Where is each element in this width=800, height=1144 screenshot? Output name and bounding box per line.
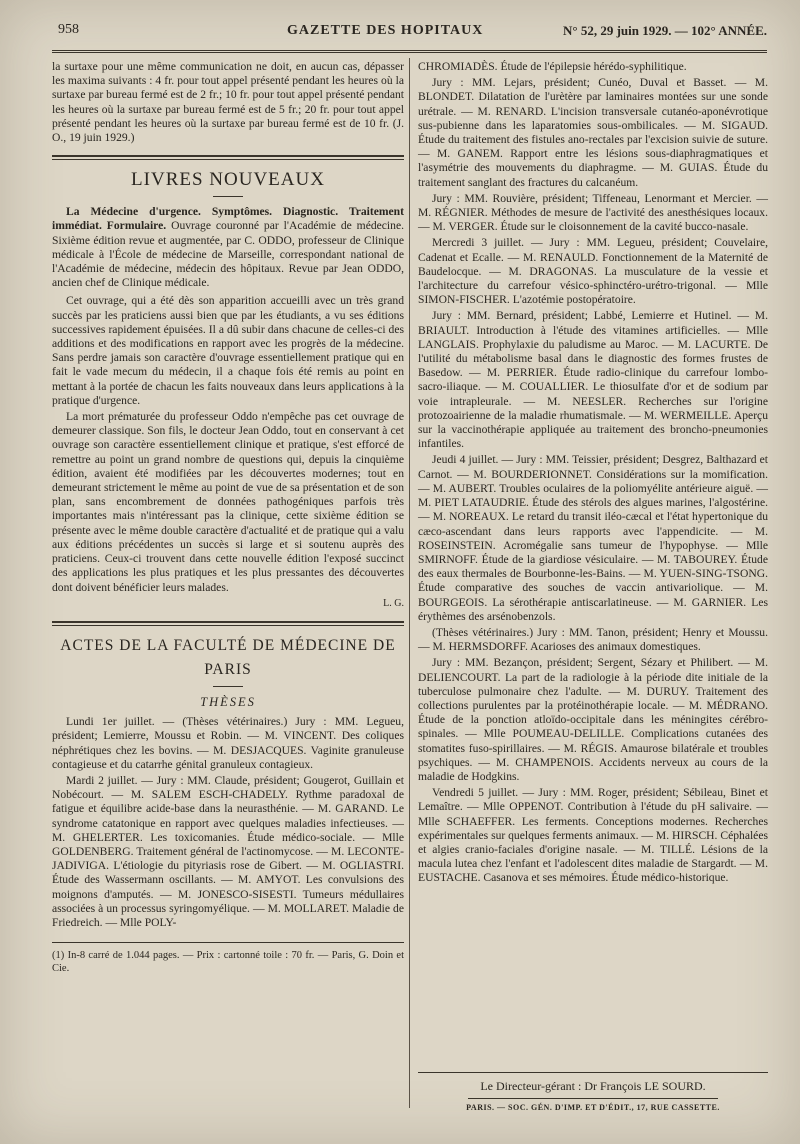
left-column <box>52 60 404 975</box>
jury-lejars: Jury : MM. Lejars, président; Cunéo, Duval et Basset. — M. BLONDET. Dilatation de l'urètère par laminaires montées sur une sonde urétrale. — M. RENARD. L'incision transversale cutanéo-aponévrotique sus-pubienne dans les laparatomies sous-ombilicales. — M. SIGAUD. Étude du traitement des fistules ano-rectales par l'excision suivie de suture. — M. GANEM. Rapport entre les lésions sous-diaphragmatiques et l'asymétrie des mouvements du diaphragme. — M. GUIAS. Étude du traitement sanglant des fractures du calcanéum. <box>418 76 768 189</box>
jury-rouviere: Jury : MM. Rouvière, président; Tiffeneau, Lenormant et Mercier. — M. RÉGNIER. Méthodes de mesure de l'activité des anesthésiques locaux. — M. VERGER. Étude sur le cloisonnement de la cavité bucco-nasale. <box>418 191 768 234</box>
theses-subheading: THÈSES <box>200 694 256 709</box>
veterinary-theses: (Thèses vétérinaires.) Jury : MM. Tanon, président; Henry et Moussu. — M. HERMSDORFF. Acarioses des animaux domestiques. <box>418 625 768 654</box>
book-details: Ouvrage couronné par l'Académie de médecine. Sixième édition revue et augmentée, par C. ODDO, professeur de Clinique médicale à l'École de médecine de Marseille, correspondant national de l'Académie de médecine, médecin des hôpitaux. Revue par Jean ODDO, ancien chef de Clinique médicale. <box>52 219 404 290</box>
thesis-monday: Lundi 1er juillet. — (Thèses vétérinaires.) Jury : MM. Legueu, président; Lemierre, Moussu et Robin. — M. VINCENT. Des coliques néphrétiques chez les bovins. — M. DESJACQUES. Vaginite granuleuse contagieuse et du catarrhe génital granuleux contagieux. <box>52 715 404 771</box>
book-entry <box>52 205 404 290</box>
section-divider <box>52 155 404 160</box>
section-divider <box>52 621 404 626</box>
review-paragraph-2: La mort prématurée du professeur Oddo n'empêche pas cet ouvrage de demeurer classique. Son fils, le docteur Jean Oddo, tout en conservant à cet ouvrage son caractère essentiellement clinique et pratique, s'est efforcé de remettre au point un grand nombre de questions qui, depuis la cinquième édition, avaient été modifiées par les découvertes modernes; tout en demeurant strictement le même au point de vue de sa présentation et de son plan, sans encombrement de données pathogéniques parfois très importantes mais n'intéressant pas la clinique, cette sixième édition se présente avec le même double caractère d'actualité et de pratique qui a valu aux éditions précédentes un succès si large et si soutenu auprès des praticiens. Ceux-ci trouvent dans cette nouvelle édition l'exposé succinct des applications les plus pratiques et les plus pressantes des découvertes dont doivent bénéficier leurs malades. <box>52 410 404 594</box>
footnote: (1) In-8 carré de 1.044 pages. — Prix : cartonné toile : 70 fr. — Paris, G. Doin et Cie. <box>52 942 404 975</box>
journal-title: GAZETTE DES HOPITAUX <box>287 23 484 38</box>
books-section-title: LIVRES NOUVEAUX <box>131 169 325 191</box>
review-signature: L. G. <box>383 597 404 609</box>
jury-bezancon: Jury : MM. Bezançon, président; Sergent, Sézary et Philibert. — M. DELIENCOURT. La part de la radiologie à la période dite initiale de la tuberculose pulmonaire chez l'adulte. — M. DURUY. Traitement des collections purulentes par la protéinothérapie locale. — M. MÉDRANO. Étude de la ponction atloïdo-occipitale dans les méningites cérébro-spinales. — Mlle POUMEAU-DELILLE. Complications cutanées des stomatites fuso-spirillaires. — M. RÉGIS. Amaurose bilatérale et troubles psychiques. — M. CHAMPENOIS. Accidents nerveux au cours de la maladie de Hodgkins. <box>418 656 768 783</box>
page-footer <box>418 1072 768 1112</box>
printer-line: PARIS. — SOC. GÉN. D'IMP. ET D'ÉDIT., 17, RUE CASSETTE. <box>466 1103 720 1112</box>
title-underline <box>213 196 243 197</box>
footer-divider <box>468 1098 718 1099</box>
jury-bernard: Jury : MM. Bernard, président; Labbé, Lemierre et Hutinel. — M. BRIAULT. Introduction à l'étude des vitamines artificielles. — Mlle LANGLAIS. Prophylaxie du paludisme au Maroc. — M. LACURTE. De l'utilité du métabolisme basal dans le diagnostic des formes frustes de Basedow. — M. PERRIER. Étude radio-clinique du carrefour lombo-sacro-iliaque. — M. COUALLIER. Le thiosulfate d'or et de sodium par voie intrapleurale. — M. NEESLER. Recherches sur l'origine protozoairienne de la maladie rhumatismale. — M. WERMEILLE. Aperçu sur la vaccinothérapie appliquée au traitement des broncho-pneumonies infantiles. <box>418 309 768 451</box>
page-header <box>52 20 767 53</box>
acts-section-title: ACTES DE LA FACULTÉ DE MÉDECINE DE PARIS <box>60 636 396 678</box>
editor-line: Le Directeur-gérant : Dr François LE SOURD. <box>480 1079 706 1093</box>
title-underline <box>213 686 243 687</box>
review-paragraph-1: Cet ouvrage, qui a été dès son apparition accueilli avec un très grand succès par les praticiens aussi bien que par les étudiants, a vu ses éditions successives rapidement épuisées. Il a dû subir dans chacune de celles-ci des additions et des modifications en rapport avec les progrès de la médecine. Sans perdre jamais son caractère d'ouvrage essentiellement pratique qui en fait le vade mecum du médecin, il a chaque fois été remis au point en mettant à la portée de chacun les faits nouveaux dans leurs applications à la pratique d'urgence. <box>52 294 404 407</box>
issue-info: N° 52, 29 juin 1929. — 102° ANNÉE. <box>563 23 767 38</box>
thesis-continued: CHROMIADÈS. Étude de l'épilepsie hérédo-syphilitique. <box>418 60 687 73</box>
book-title: La Médecine d'urgence. Symptômes. Diagnostic. Traitement immédiat. Formulaire. <box>52 205 404 233</box>
right-column <box>418 60 768 888</box>
intro-paragraph: la surtaxe pour une même communication ne doit, en aucun cas, dépasser les maxima suivants : 4 fr. pour tout appel présenté pendant les heures où la surtaxe par bureau fermé est de 2 fr.; 10 fr. pour tout appel présenté pendant les heures où la surtaxe par bureau fermé est de 5 fr.; 20 fr. pour tout appel présenté pendant les heures où la surtaxe par bureau fermé est de 10 fr. (J. O., 19 juin 1929.) <box>52 60 404 145</box>
thesis-friday: Vendredi 5 juillet. — Jury : MM. Roger, président; Sébileau, Binet et Lemaître. — Mlle OPPENOT. Contribution à l'étude du pH salivaire. — Mlle SCHAEFFER. Les ferments. Conceptions modernes. Recherches expérimentales sur quelques ferments animaux. — M. HIRSCH. Céphalées et algies cranio-faciales d'origine nasale. — M. TILLÉ. Lésions de la macula lutea chez l'enfant et l'adolescent dites maladie de Stargardt. — M. EUSTACHE. Casanova et ses mémoires. Étude médico-historique. <box>418 786 768 885</box>
thesis-tuesday: Mardi 2 juillet. — Jury : MM. Claude, président; Gougerot, Guillain et Nobécourt. — M. SALEM ESCH-CHADELY. Rythme paradoxal de fatigue et équilibre acide-base dans la neurasthénie. — M. GARAND. Le syndrome catatonique en rapport avec quelques maladies infectieuses. — M. GHELERTER. Les toxicomanies. Étude médico-sociale. — Mlle GOLDENBERG. Traitement général de l'actinomycose. — M. LECONTE-JADIVIGA. L'étiologie du pityriasis rose de Gibert. — M. OGLIASTRI. Étude des Wassermann oscillants. — M. AMYOT. Les convulsions des moignons d'amputés. — M. JONESCO-SISESTI. Tumeurs médullaires associées à un processus syringomyélique. — M. MOLLARET. Maladie de Friedreich. — Mlle POLY- <box>52 773 404 929</box>
page-number: 958 <box>58 22 79 37</box>
column-divider <box>409 58 410 1108</box>
thesis-thursday: Jeudi 4 juillet. — Jury : MM. Teissier, président; Desgrez, Balthazard et Carnot. — M. BOURDERIONNET. Considérations sur la momification. — M. AUBERT. Troubles oculaires de la poliomyélite antérieure aiguë. — M. PIET LATAUDRIE. Étude des stérols des algues marines, l'algostérine. — M. NOREAUX. Le retard du transit iléo-cæcal et l'état hypertonique du cæco-ascendant dans leurs rapports avec l'appendicite. — M. ROSEINSTEIN. Acromégalie sans tumeur de l'hypophyse. — Mlle SMIRNOFF. Étude de la giardiose vésiculaire. — M. TABOUREY. Étude des eaux thermales de Bourbonne-les-Bains. — M. YUEN-SING-TSONG. Étude comparative des souches de vaccin antivariolique. — M. BOURGEOIS. La sérothérapie antiscarlatineuse. — M. GARNIER. Les érythèmes des arsénobenzols. <box>418 453 768 623</box>
thesis-wednesday: Mercredi 3 juillet. — Jury : MM. Legueu, président; Couvelaire, Cadenat et Ecalle. — M. RENAULD. Fonctionnement de la Maternité de Baudelocque. — M. DRAGONAS. La musculature de la vessie et l'architecture du carrefour vésico-sphinctéro-urétro-trigonal. — Mlle SIMON-FISCHER. L'azotémie postopératoire. <box>418 236 768 307</box>
